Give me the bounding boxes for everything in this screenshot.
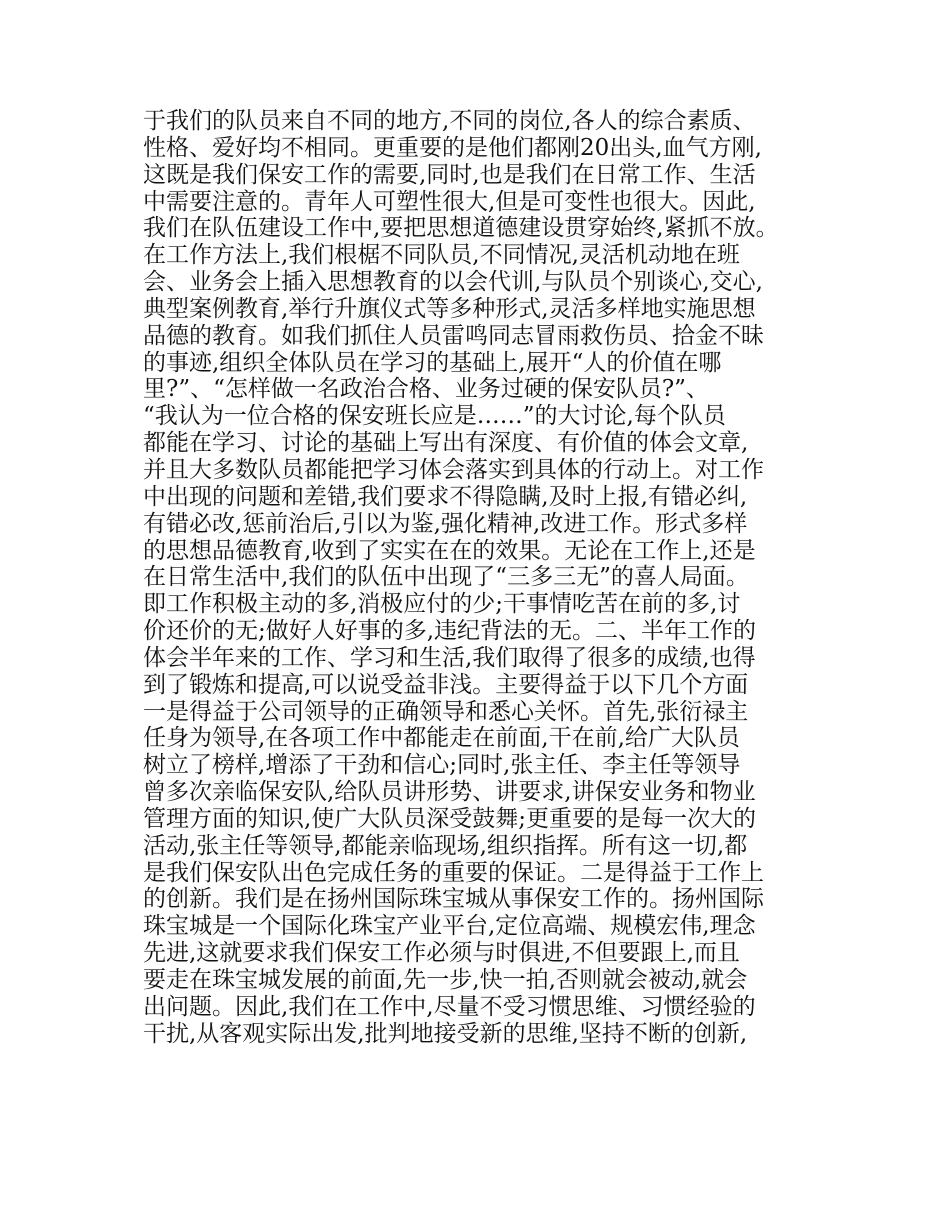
text-line: 里?”、“怎样做一名政治合格、业务过硬的保安队员?”、 — [143, 376, 709, 403]
text-line: 有错必改,惩前治后,引以为鉴,强化精神,改进工作。形式多样 — [143, 510, 748, 537]
text-line: 中需要注意的。青年人可塑性很大,但是可变性也很大。因此, — [143, 188, 756, 215]
text-line: 会、业务会上插入思想教育的以会代训,与队员个别谈心,交心, — [143, 269, 763, 296]
text-line: 在工作方法上,我们根椐不同队员,不同情况,灵活机动地在班 — [143, 242, 740, 269]
text-line: 是我们保安队出色完成任务的重要的保证。二是得益于工作上 — [143, 859, 764, 886]
text-line: 都能在学习、讨论的基础上写出有深度、有价值的体会文章, — [143, 430, 749, 457]
text-line: 的事迹,组织全体队员在学习的基础上,展开“人的价值在哪 — [143, 349, 722, 376]
text-line: 干扰,从客观实际出发,批判地接受新的思维,坚持不断的创新, — [143, 1020, 748, 1047]
text-line: 于我们的队员来自不同的地方,不同的岗位,各人的综合素质、 — [143, 108, 756, 134]
text-line: 曾多次亲临保安队,给队员讲形势、讲要求,讲保安业务和物业 — [143, 779, 756, 806]
text-line: 出问题。因此,我们在工作中,尽量不受习惯思维、习惯经验的 — [143, 993, 756, 1020]
text-line: 品德的教育。如我们抓住人员雷鸣同志冒雨救伤员、拾金不昧 — [143, 322, 764, 349]
text-line: 树立了榜样,增添了干劲和信心;同时,张主任、李主任等领导 — [143, 752, 741, 779]
text-line: 中出现的问题和差错,我们要求不得隐瞒,及时上报,有错必纠, — [143, 483, 748, 510]
text-line: 我们在队伍建设工作中,要把思想道德建设贯穿始终,紧抓不放。 — [143, 215, 779, 242]
text-line: 到了锻炼和提高,可以说受益非浅。主要得益于以下几个方面 — [143, 671, 749, 698]
text-line: 并且大多数队员都能把学习体会落实到具体的行动上。对工作 — [143, 456, 764, 483]
text-line: 价还价的无;做好人好事的多,违纪背法的无。二、半年工作的 — [143, 618, 757, 645]
text-line: 先进,这就要求我们保安工作必须与时俱进,不但要跟上,而且 — [143, 940, 740, 967]
text-line: 体会半年来的工作、学习和生活,我们取得了很多的成绩,也得 — [143, 644, 756, 671]
text-line: “我认为一位合格的保安班长应是……”的大讨论,每个队员 — [143, 403, 726, 430]
text-line: 活动,张主任等领导,都能亲临现场,组织指挥。所有这一切,都 — [143, 832, 748, 859]
text-line: 任身为领导,在各项工作中都能走在前面,干在前,给广大队员 — [143, 725, 740, 752]
text-line: 在日常生活中,我们的队伍中出现了“三多三无”的喜人局面。 — [143, 564, 749, 591]
text-line: 的创新。我们是在扬州国际珠宝城从事保安工作的。扬州国际 — [143, 886, 764, 913]
body-text — [143, 108, 863, 1048]
text-line: 一是得益于公司领导的正确领导和悉心关怀。首先,张衍禄主 — [143, 698, 749, 725]
text-line: 要走在珠宝城发展的前面,先一步,快一拍,否则就会被动,就会 — [143, 967, 748, 993]
text-line: 珠宝城是一个国际化珠宝产业平台,定位高端、规模宏伟,理念 — [143, 913, 756, 940]
text-line: 这既是我们保安工作的需要,同时,也是我们在日常工作、生活 — [143, 161, 756, 188]
text-line: 的思想品德教育,收到了实实在在的效果。无论在工作上,还是 — [143, 537, 756, 564]
text-line: 典型案例教育,举行升旗仪式等多种形式,灵活多样地实施思想 — [143, 295, 756, 322]
text-line: 性格、爱好均不相同。更重要的是他们都刚20出头,血气方刚, — [143, 134, 762, 161]
text-line: 管理方面的知识,使广大队员深受鼓舞;更重要的是每一次大的 — [143, 805, 757, 832]
text-line: 即工作积极主动的多,消极应付的少;干事情吃苦在前的多,讨 — [143, 591, 741, 618]
